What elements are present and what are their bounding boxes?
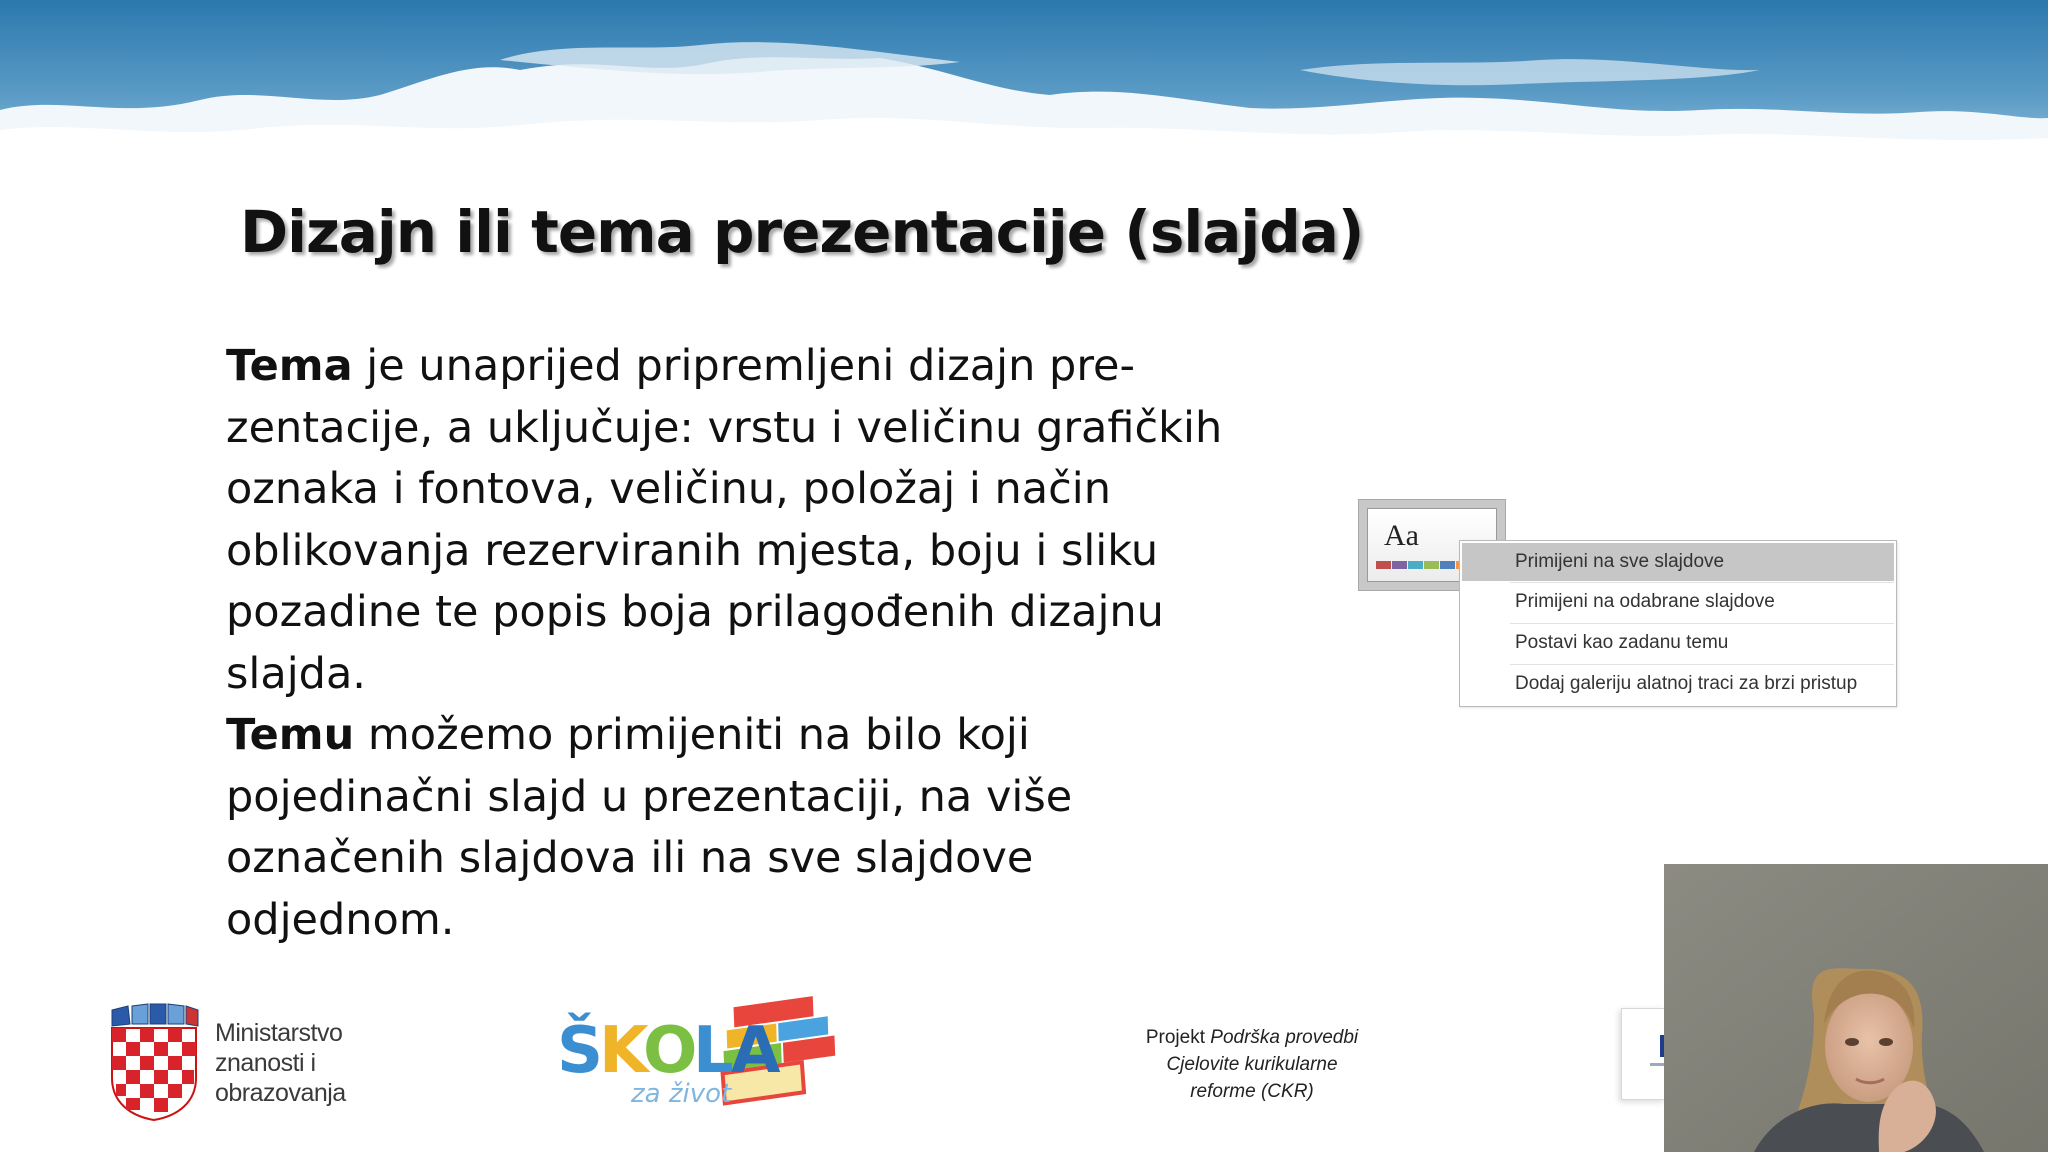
menu-item-apply-all[interactable] — [1462, 543, 1894, 581]
svg-text:O: O — [643, 1014, 696, 1088]
menu-item-set-default[interactable] — [1462, 624, 1894, 662]
theme-color-swatches — [1376, 561, 1472, 569]
svg-text:K: K — [599, 1014, 647, 1088]
svg-text:A: A — [731, 1014, 779, 1088]
swatch — [1440, 561, 1455, 569]
svg-text:Š: Š — [557, 1014, 602, 1088]
paragraph-theme-application — [226, 705, 1256, 951]
ministry-name — [215, 1018, 395, 1108]
paragraph2-line: označenih slajdova ili na sve slajdove odjednom. — [226, 833, 1034, 945]
swatch — [1408, 561, 1423, 569]
slide-title: Dizajn ili tema prezentacije (slajda) — [240, 198, 1364, 266]
sky-banner-background — [0, 0, 2048, 180]
swatch — [1376, 561, 1391, 569]
svg-text:za život: za život — [631, 1079, 732, 1109]
paragraph1-line: slajda. — [226, 648, 366, 699]
bold-term-tema: Tema — [226, 341, 353, 391]
ministry-line: obrazovanja — [215, 1079, 346, 1107]
menu-item-add-to-quick-access[interactable] — [1462, 665, 1894, 703]
project-description — [1100, 1024, 1404, 1105]
menu-item-apply-selected[interactable] — [1462, 583, 1894, 621]
ministry-line: znanosti i — [215, 1049, 316, 1077]
swatch — [1424, 561, 1439, 569]
paragraph-theme-definition — [226, 336, 1256, 705]
skola-za-zivot-logo — [555, 994, 885, 1112]
webcam-presenter-video — [1664, 864, 2048, 1152]
eu-logo-caption — [1650, 1063, 1664, 1066]
paragraph1-line: oznaka i fontova, veličinu, položaj i način — [226, 464, 1111, 514]
paragraph2-line: pojedinačni slajd u prezentaciji, na više — [226, 771, 1073, 822]
paragraph1-line: zentacije, a uključuje: vrstu i veličinu grafičkih — [226, 402, 1223, 453]
bold-term-temu: Temu — [226, 710, 355, 760]
eu-funds-logo-partial — [1621, 1008, 1666, 1100]
swatch — [1392, 561, 1407, 569]
menu-item-label: Primijeni na odabrane slajdove — [1515, 591, 1775, 612]
theme-aa-label: Aa — [1384, 519, 1419, 552]
project-line-1: Projekt Podrška provedbi — [1145, 1027, 1359, 1048]
menu-item-label: Primijeni na sve slajdove — [1515, 551, 1725, 572]
ministry-line: Ministarstvo — [215, 1019, 343, 1047]
paragraph1-line: je unaprijed pripremljeni dizajn pre- — [352, 341, 1136, 391]
paragraph1-line: oblikovanja rezerviranih mjesta, boju i sliku — [226, 525, 1159, 576]
slide-body-text — [226, 336, 1256, 951]
paragraph1-line: pozadine te popis boja prilagođenih dizajnu — [226, 587, 1164, 637]
croatian-coat-of-arms-logo — [108, 1002, 200, 1122]
theme-context-menu — [1459, 540, 1897, 707]
project-line-2: Cjelovite kurikularne — [1166, 1054, 1338, 1075]
project-line-3: reforme (CKR) — [1190, 1081, 1314, 1102]
svg-text:L: L — [693, 1014, 732, 1088]
paragraph2-line: možemo primijeniti na bilo koji — [354, 710, 1030, 760]
menu-item-label: Dodaj galeriju alatnoj traci za brzi pristup — [1515, 673, 1858, 694]
menu-item-label: Postavi kao zadanu temu — [1515, 632, 1729, 653]
